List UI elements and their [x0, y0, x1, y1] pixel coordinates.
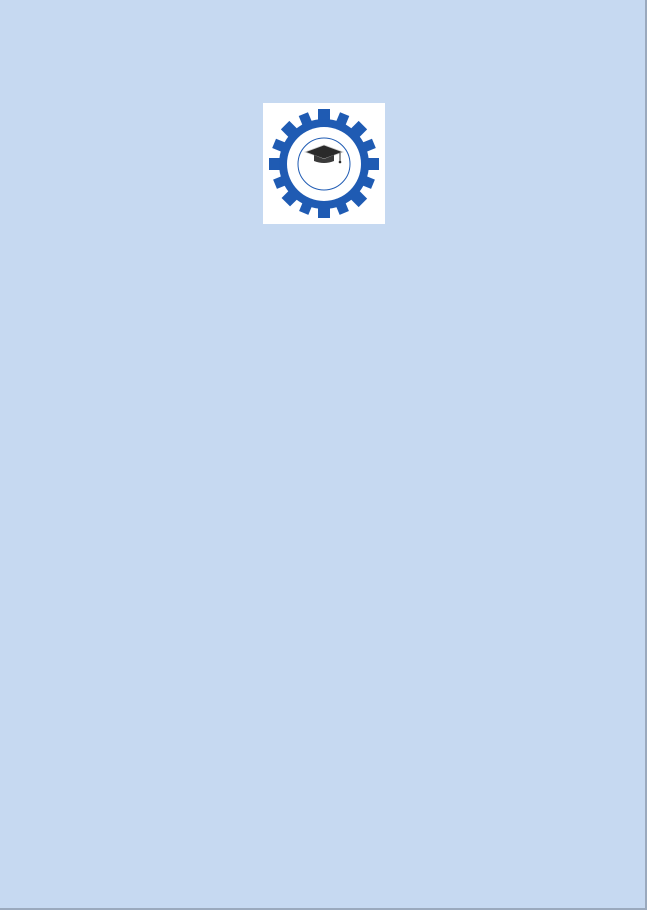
gear-logo-icon	[263, 103, 385, 224]
ursd-logo	[263, 103, 385, 224]
